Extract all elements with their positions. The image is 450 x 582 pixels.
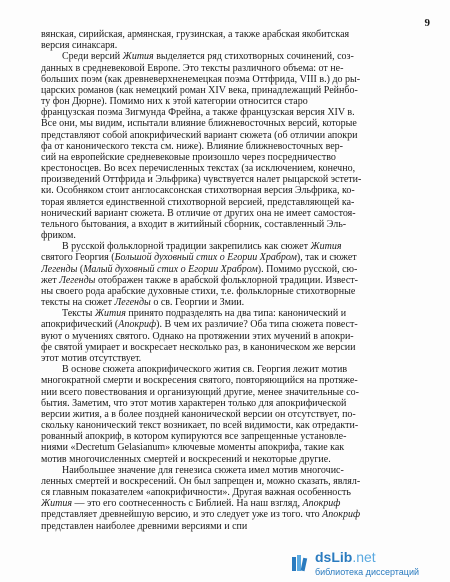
text-line: сий на европейские средневековые произошло через посредничество bbox=[41, 151, 336, 163]
dslib-watermark[interactable] bbox=[291, 548, 441, 580]
text-run: Тексты bbox=[62, 308, 95, 320]
text-line: вуют о мучениях святого. Однако на протяжении этих мучений в апокри- bbox=[41, 330, 354, 342]
watermark-brand-main: dsLib bbox=[315, 549, 353, 565]
text-line: ниями «Decretum Gelasianum» ключевые моменты апокрифа, такие как bbox=[41, 442, 345, 454]
text-line bbox=[41, 308, 381, 319]
text-run: выделяется ряд стихотворных сочинений, соз- bbox=[153, 51, 354, 63]
italic-title: Малый духовный стих о Егории Храбром bbox=[83, 263, 258, 275]
text-line: многократной смерти и воскресения святого, повторяющийся на протяже- bbox=[41, 375, 358, 387]
text-line: Все они, мы видим, испытали влияние ближневосточных версий, которые bbox=[41, 118, 357, 130]
italic-title: Апокриф bbox=[322, 509, 361, 521]
text-run: отображен также в арабской фольклорной традиции. Извест- bbox=[95, 274, 359, 286]
text-run: ). В чем их различие? Оба типа сюжета повест- bbox=[156, 319, 358, 331]
text-line: царских романов (как немецкий роман XIV века, принадлежащий Рейнбо- bbox=[41, 84, 358, 96]
text-run: ). Помимо русской, сю- bbox=[257, 263, 358, 275]
watermark-subtitle: библиотека диссертаций bbox=[315, 567, 420, 577]
watermark-brand-ext: .net bbox=[352, 549, 376, 565]
text-line: фриком. bbox=[41, 230, 76, 242]
text-line bbox=[41, 264, 381, 275]
text-run: тексты на сюжет bbox=[41, 297, 115, 309]
italic-title: Жития bbox=[310, 241, 342, 253]
text-run: представляет древнейшую версию, и это следует уже из того. что bbox=[41, 509, 323, 521]
text-line: версия синаксаря. bbox=[41, 40, 118, 52]
text-line: ленных смертей и воскресений. Он был запрещен и, можно сказать, являл- bbox=[41, 475, 361, 487]
italic-title: Апокриф bbox=[302, 498, 341, 510]
books-logo-icon bbox=[291, 554, 311, 572]
text-line: фа от канонического текста см. ниже). Влияние ближневосточных вер- bbox=[41, 140, 344, 152]
text-run: принято подразделять на два типа: канонический и bbox=[125, 308, 347, 320]
italic-title: Жития bbox=[94, 308, 126, 320]
text-line: ту фон Дюрне). Помимо них к этой категории относится старо bbox=[41, 96, 308, 108]
text-line: представляют собой апокрифический вариант сюжета (об отличии апокри bbox=[41, 129, 358, 141]
text-run: святого Георгия ( bbox=[41, 252, 115, 264]
text-line bbox=[41, 252, 381, 263]
text-line: торая является единственной стихотворной версией, представляющей ка- bbox=[41, 196, 355, 208]
text-line: нонический вариант сюжета. В отличие от других она не имеет самостоя- bbox=[41, 207, 356, 219]
text-line: Наибольшее значение для генезиса сюжета имел мотив многочис- bbox=[62, 464, 344, 476]
text-line bbox=[41, 241, 381, 252]
text-run: Среди версий bbox=[62, 51, 123, 63]
italic-title: Легенды bbox=[41, 263, 78, 275]
text-line bbox=[41, 297, 381, 308]
text-line: рованный апокриф, в котором купируются все запрещенные установле- bbox=[41, 431, 347, 443]
text-run: В русской фольклорной традиции закрепились как сюжет bbox=[62, 241, 311, 253]
text-line: ны своего рода арабские духовные стихи, т.е. фольклорные стихотворные bbox=[41, 285, 356, 297]
italic-title: Жития bbox=[41, 498, 73, 510]
text-run: — это его соотнесенность с Библией. На наш взгляд, bbox=[72, 498, 303, 510]
text-line: французская поэма Зигмунда Фрейна, а также французская версия XIV в. bbox=[41, 107, 355, 119]
text-line: нии всего повествования и организующий другие, менее значительные со- bbox=[41, 386, 359, 398]
text-line: ки. Особняком стоит англосаксонская стихотворная версия Эльфрика, ко- bbox=[41, 185, 355, 197]
italic-title: Легенды bbox=[114, 297, 151, 309]
text-line bbox=[41, 275, 381, 286]
text-line: версии жития, а в более поздней канонической версии он отсутствует, по- bbox=[41, 408, 356, 420]
text-line: ся главным показателем «апокрифичности». Другая важная особенность bbox=[41, 487, 351, 499]
text-line: фе святой умирает и воскресает несколько раз, в каноническом же версии bbox=[41, 341, 356, 353]
text-line: больших поэм (как древневерхненемецкая поэма Оттфрида, VIII в.) до ры- bbox=[41, 73, 361, 85]
italic-title: Легенды bbox=[59, 274, 96, 286]
text-line: бытия. Заметим, что этот мотив характерен только для апокрифической bbox=[41, 397, 347, 409]
italic-title: Большой духовный стих о Егории Храбром bbox=[114, 252, 297, 264]
text-line: произведений Оттфрида и Эльфрика) чувствуется налет рыцарской эстети- bbox=[41, 174, 362, 186]
page-number: 9 bbox=[424, 17, 430, 29]
text-line: представлен наиболее древними версиями и спи bbox=[41, 520, 248, 532]
text-line: скольку канонический текст возникает, по всей видимости, как отредакти- bbox=[41, 420, 359, 432]
text-run: ( bbox=[77, 263, 84, 275]
text-line bbox=[41, 319, 381, 330]
text-line bbox=[41, 509, 381, 520]
text-run: апокрифический ( bbox=[41, 319, 119, 331]
text-line bbox=[41, 498, 381, 509]
text-line bbox=[41, 51, 381, 62]
text-line: мотив многочисленных смертей и воскресений и некоторые другие. bbox=[41, 453, 331, 465]
watermark-brand bbox=[315, 549, 376, 565]
italic-title: Апокриф bbox=[118, 319, 157, 331]
text-run: о св. Георгии и Змии. bbox=[150, 297, 245, 309]
text-run: ), так и сюжет bbox=[296, 252, 357, 264]
text-run: жет bbox=[41, 274, 60, 286]
text-line: крестоносцев. Во всех перечисленных текстах (за исключением, конечно, bbox=[41, 163, 356, 175]
text-line: данных в средневековой Европе. Это тексты различного объема: от не- bbox=[41, 62, 344, 74]
text-line: тельного бытования, а входит в житийный сборник, составленный Эль- bbox=[41, 218, 347, 230]
text-line: В основе сюжета апокрифического жития св. Георгия лежит мотив bbox=[62, 364, 348, 376]
italic-title: Жития bbox=[122, 51, 154, 63]
body-text bbox=[41, 29, 381, 532]
text-line: этот мотив отсутствует. bbox=[41, 352, 142, 364]
text-line: вянская, сирийская, армянская, грузинская, а также арабская якобитская bbox=[41, 29, 350, 40]
